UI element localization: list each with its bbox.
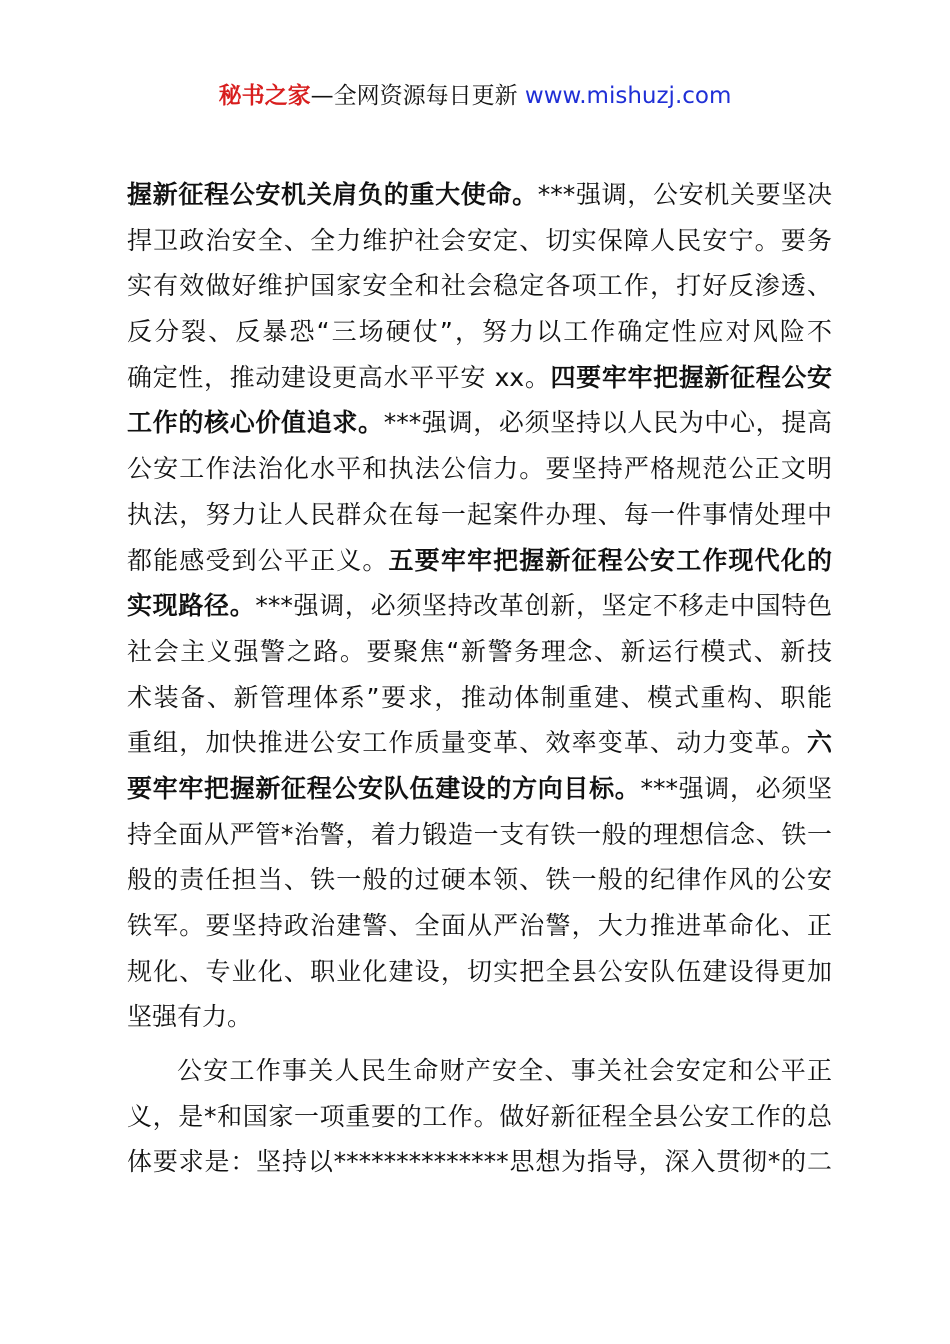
text-line (127, 720, 832, 766)
text-line (127, 949, 832, 995)
text-line (127, 857, 832, 903)
bold-text-run: 六 (806, 728, 832, 758)
text-run: 实有效做好维护国家安全和社会稳定各项工作，打好反渗透、 (127, 271, 832, 301)
text-line (127, 218, 832, 264)
text-run: ***强调，必须坚持改革创新，坚定不移走中国特色 (255, 591, 832, 621)
text-run: 坚强有力。 (127, 1002, 253, 1032)
bold-text-run: 工作的核心价值追求。 (127, 408, 384, 438)
text-run: 般的责任担当、铁一般的过硬本领、铁一般的纪律作风的公安 (127, 865, 832, 895)
text-line (127, 583, 832, 629)
paragraph-gap (127, 1040, 832, 1048)
paragraph (127, 1048, 832, 1185)
text-line (127, 446, 832, 492)
text-line (127, 1094, 832, 1140)
text-run: ***强调，必须坚 (640, 773, 832, 803)
text-run: 执法，努力让人民群众在每一起案件办理、每一件事情处理中 (127, 499, 832, 529)
text-line (127, 629, 832, 675)
text-run: 体要求是：坚持以**************思想为指导，深入贯彻*的二 (127, 1147, 832, 1177)
header-tagline: 全网资源每日更新 (333, 83, 518, 109)
text-run: ***强调，公安机关要坚决 (537, 180, 832, 209)
bold-text-run: 四要牢牢把握新征程公安 (550, 362, 832, 392)
site-url-link[interactable]: www.mishuzj.com (524, 83, 732, 109)
text-run: 确定性，推动建设更高水平平安 xx。 (127, 362, 551, 392)
text-line (127, 1048, 832, 1094)
text-line (127, 492, 832, 538)
text-line (127, 994, 832, 1040)
text-run: 社会主义强警之路。要聚焦“新警务理念、新运行模式、新技 (127, 636, 832, 666)
bold-text-run: 要牢牢把握新征程公安队伍建设的方向目标。 (127, 773, 641, 803)
text-run: 公安工作事关人民生命财产安全、事关社会安定和公平正 (177, 1056, 832, 1086)
text-run: ***强调，必须坚持以人民为中心，提高 (383, 408, 832, 438)
text-line (127, 538, 832, 584)
document-body (127, 172, 832, 1185)
text-line (127, 675, 832, 721)
text-line (127, 812, 832, 858)
text-line (127, 903, 832, 949)
text-line (127, 309, 832, 355)
text-run: 重组，加快推进公安工作质量变革、效率变革、动力变革。 (127, 728, 807, 758)
text-line (127, 355, 832, 401)
site-header (0, 80, 950, 112)
text-run: 义，是*和国家一项重要的工作。做好新征程全县公安工作的总 (127, 1101, 832, 1131)
text-run: 都能感受到公平正义。 (127, 545, 389, 575)
text-run: 捍卫政治安全、全力维护社会安定、切实保障人民安宁。要务 (127, 225, 832, 255)
text-run: 规化、专业化、职业化建设，切实把全县公安队伍建设得更加 (127, 956, 832, 986)
text-run: 反分裂、反暴恐“三场硬仗”，努力以工作确定性应对风险不 (127, 317, 832, 347)
text-run: 铁军。要坚持政治建警、全面从严治警，大力推进革命化、正 (127, 911, 832, 940)
text-line (127, 400, 832, 446)
text-line (127, 1139, 832, 1185)
site-brand: 秘书之家 (218, 83, 311, 109)
bold-text-run: 五要牢牢把握新征程公安工作现代化的 (388, 545, 832, 575)
header-separator: — (310, 83, 334, 109)
text-line (127, 263, 832, 309)
text-run: 术装备、新管理体系”要求，推动体制重建、模式重构、职能 (127, 682, 832, 712)
bold-text-run: 实现路径。 (127, 591, 256, 621)
text-run: 持全面从严管*治警，着力锻造一支有铁一般的理想信念、铁一 (127, 819, 832, 849)
text-line (127, 766, 832, 812)
paragraph (127, 172, 832, 1040)
text-line (127, 172, 832, 218)
text-run: 公安工作法治化水平和执法公信力。要坚持严格规范公正文明 (127, 454, 832, 484)
bold-text-run: 握新征程公安机关肩负的重大使命。 (127, 180, 538, 209)
